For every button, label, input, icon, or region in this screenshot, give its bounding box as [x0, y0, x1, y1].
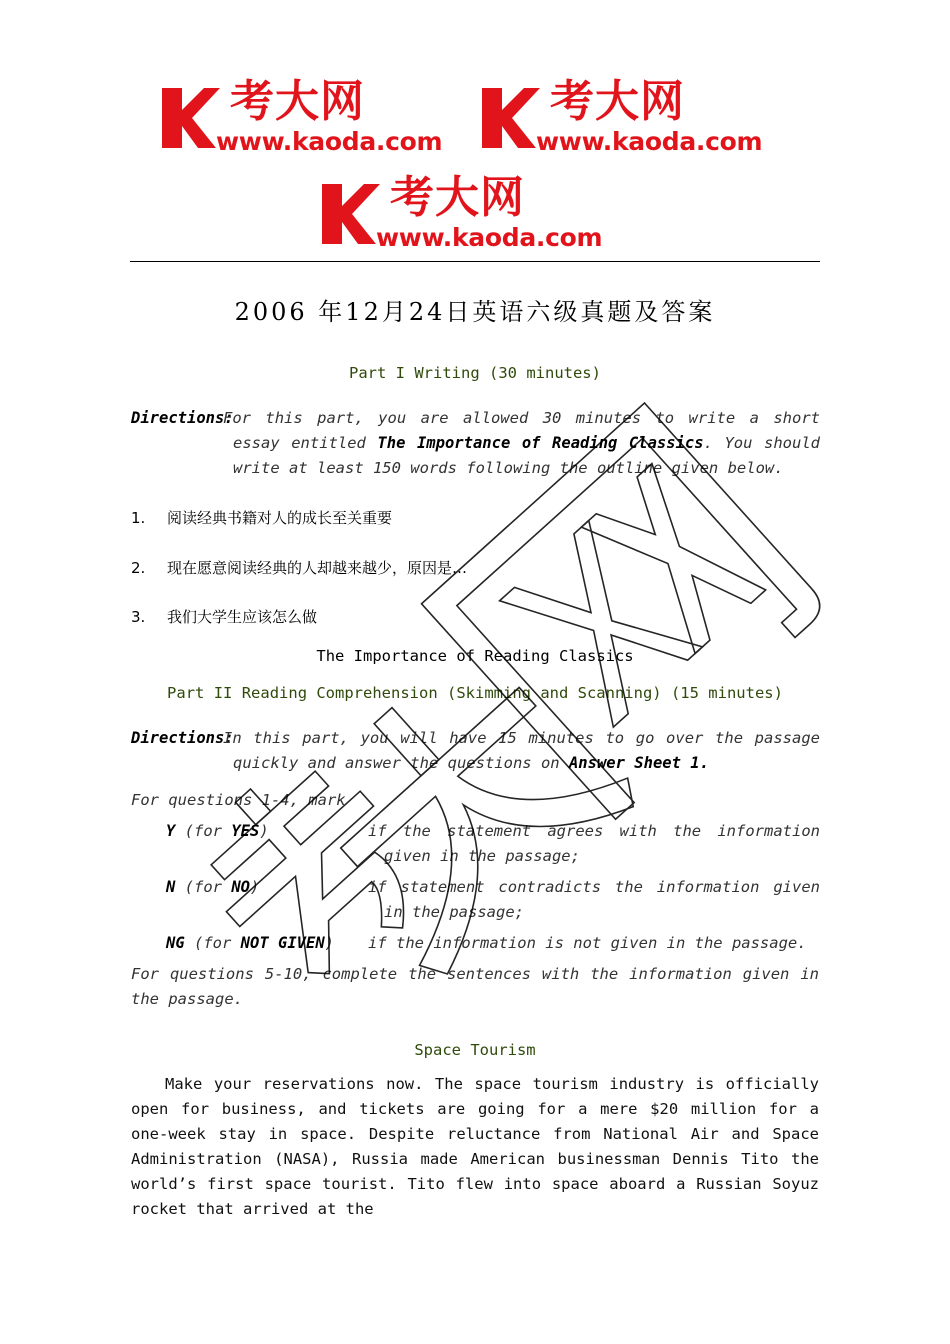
mark-label-yes: Y (for YES) — [166, 822, 269, 840]
mark-desc-no: if statement contradicts the information given in the passage; — [368, 878, 820, 921]
passage-title: Space Tourism — [414, 1041, 536, 1059]
k-logo-icon — [320, 178, 382, 248]
part2-directions-pre: In this part, you will have 15 minutes to go over the passage quickly and answer the questions on — [223, 729, 820, 772]
part1-directions-label: Directions: — [131, 409, 234, 427]
logo-chinese-name: 考大网 — [550, 76, 685, 127]
outline-item — [131, 606, 317, 628]
outline-item — [131, 557, 467, 579]
questions-1-4-instruction: For questions 1-4, mark — [131, 791, 346, 809]
k-logo-icon — [480, 82, 542, 152]
outline-text: 现在愿意阅读经典的人却越来越少，原因是… — [167, 559, 468, 577]
logo-chinese-name: 考大网 — [390, 172, 525, 223]
essay-title: The Importance of Reading Classics — [377, 434, 704, 452]
outline-item — [131, 507, 392, 529]
questions-5-10-instruction: For questions 5-10, complete the sentences with the information given in the passage. — [131, 965, 819, 1008]
essay-heading: The Importance of Reading Classics — [316, 647, 634, 665]
part1-heading: Part I Writing (30 minutes) — [349, 364, 601, 382]
kaoda-logo — [160, 76, 480, 172]
part1-directions-pre: For this part, you are allowed 30 minutes to write a short essay entitled — [223, 409, 820, 452]
k-logo-icon — [160, 82, 222, 152]
mark-desc-not-given: if the information is not given in the passage. — [368, 934, 807, 952]
logo-chinese-name: 考大网 — [230, 76, 365, 127]
part2-directions-label: Directions: — [131, 729, 234, 747]
part1-directions-post: . You should write at least 150 words following the outline given below. — [233, 434, 820, 477]
outline-text: 阅读经典书籍对人的成长至关重要 — [167, 509, 393, 527]
outline-number: 2. — [131, 559, 146, 577]
kaoda-logo — [480, 76, 800, 172]
logo-url: www.kaoda.com — [536, 127, 763, 156]
part1-directions — [223, 406, 820, 481]
page-title: 2006 年12月24日英语六级真题及答案 — [234, 298, 716, 326]
mark-label-no: N (for NO) — [166, 878, 260, 896]
mark-desc-yes: if the statement agrees with the information given in the passage; — [368, 822, 820, 865]
mark-label-not-given: NG (for NOT GIVEN) — [166, 934, 335, 952]
part2-directions — [223, 726, 820, 776]
answer-sheet: Answer Sheet 1. — [568, 754, 709, 772]
outline-number: 1. — [131, 509, 146, 527]
kaoda-logo — [320, 172, 640, 268]
header-rule — [130, 261, 820, 262]
logo-url: www.kaoda.com — [216, 127, 443, 156]
logo-url: www.kaoda.com — [376, 223, 603, 252]
outline-number: 3. — [131, 608, 146, 626]
outline-text: 我们大学生应该怎么做 — [167, 608, 318, 626]
passage-paragraph: Make your reservations now. The space tourism industry is officially open for business, and tickets are going for a mere $20 million for a one-week stay in space. Despite reluctance from National Air and Space Administration (NASA), Russia made American businessman Dennis Tito the world’s first space tourist. Tito flew into space aboard a Russian Soyuz rocket that arrived at the — [131, 1075, 819, 1218]
part2-heading: Part II Reading Comprehension (Skimming and Scanning) (15 minutes) — [167, 684, 783, 702]
